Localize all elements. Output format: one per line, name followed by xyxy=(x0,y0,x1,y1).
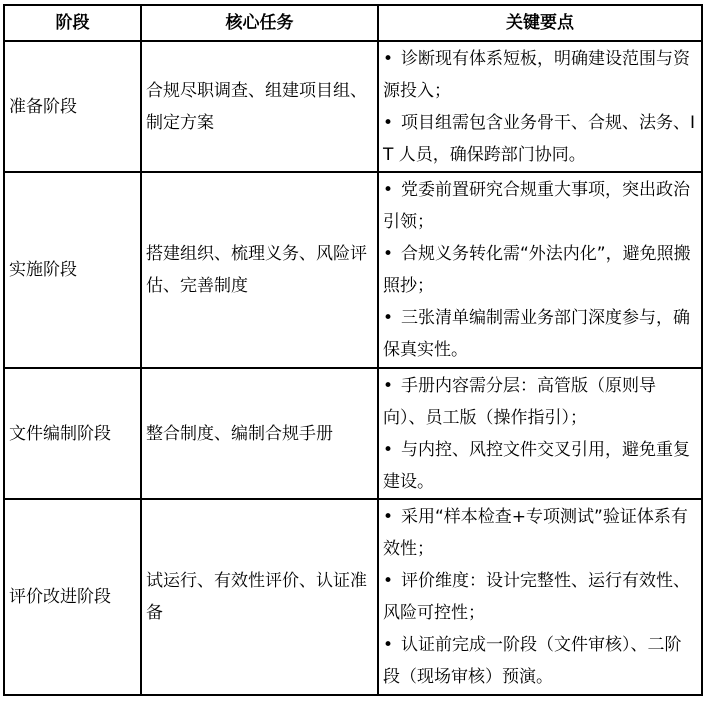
point-item: • 三张清单编制需业务部门深度参与，确保真实性。 xyxy=(383,302,697,366)
point-item: • 认证前完成一阶段（文件审核）、二阶段（现场审核）预演。 xyxy=(383,629,697,693)
point-item: • 诊断现有体系短板，明确建设范围与资源投入； xyxy=(383,43,697,107)
bullet-icon: • xyxy=(383,571,394,591)
stage-cell: 文件编制阶段 xyxy=(4,368,141,499)
table-header-row xyxy=(4,5,702,41)
point-item: • 合规义务转化需“外法内化”，避免照搬照抄； xyxy=(383,238,697,302)
header-points: 关键要点 xyxy=(378,5,702,41)
bullet-icon: • xyxy=(383,375,394,396)
task-cell: 搭建组织、梳理义务、风险评估、完善制度 xyxy=(141,172,378,368)
table-row xyxy=(4,368,702,499)
point-item: • 采用“样本检查+专项测试”验证体系有效性； xyxy=(383,501,697,565)
task-cell: 整合制度、编制合规手册 xyxy=(141,368,378,499)
bullet-icon: • xyxy=(383,507,394,527)
point-item: • 党委前置研究合规重大事项，突出政治引领； xyxy=(383,174,697,238)
points-cell xyxy=(378,368,702,499)
bullet-icon: • xyxy=(383,635,394,655)
header-task: 核心任务 xyxy=(141,5,378,41)
points-cell xyxy=(378,499,702,695)
table-row xyxy=(4,41,702,172)
bullet-icon: • xyxy=(383,439,394,460)
point-item: • 评价维度：设计完整性、运行有效性、风险可控性； xyxy=(383,565,697,629)
table-row xyxy=(4,499,702,695)
stage-cell: 准备阶段 xyxy=(4,41,141,172)
bullet-icon: • xyxy=(383,48,394,69)
task-cell: 试运行、有效性评价、认证准备 xyxy=(141,499,378,695)
table-row xyxy=(4,172,702,368)
point-item: • 手册内容需分层：高管版（原则导向）、员工版（操作指引）； xyxy=(383,370,697,434)
phase-table xyxy=(3,4,703,696)
bullet-icon: • xyxy=(383,308,394,328)
point-item: • 项目组需包含业务骨干、合规、法务、IT 人员，确保跨部门协同。 xyxy=(383,107,697,171)
task-cell: 合规尽职调查、组建项目组、制定方案 xyxy=(141,41,378,172)
points-cell xyxy=(378,41,702,172)
bullet-icon: • xyxy=(383,244,394,264)
point-item: • 与内控、风控文件交叉引用，避免重复建设。 xyxy=(383,434,697,498)
bullet-icon: • xyxy=(383,112,394,133)
points-cell xyxy=(378,172,702,368)
bullet-icon: • xyxy=(383,180,394,200)
stage-cell: 实施阶段 xyxy=(4,172,141,368)
header-stage: 阶段 xyxy=(4,5,141,41)
stage-cell: 评价改进阶段 xyxy=(4,499,141,695)
